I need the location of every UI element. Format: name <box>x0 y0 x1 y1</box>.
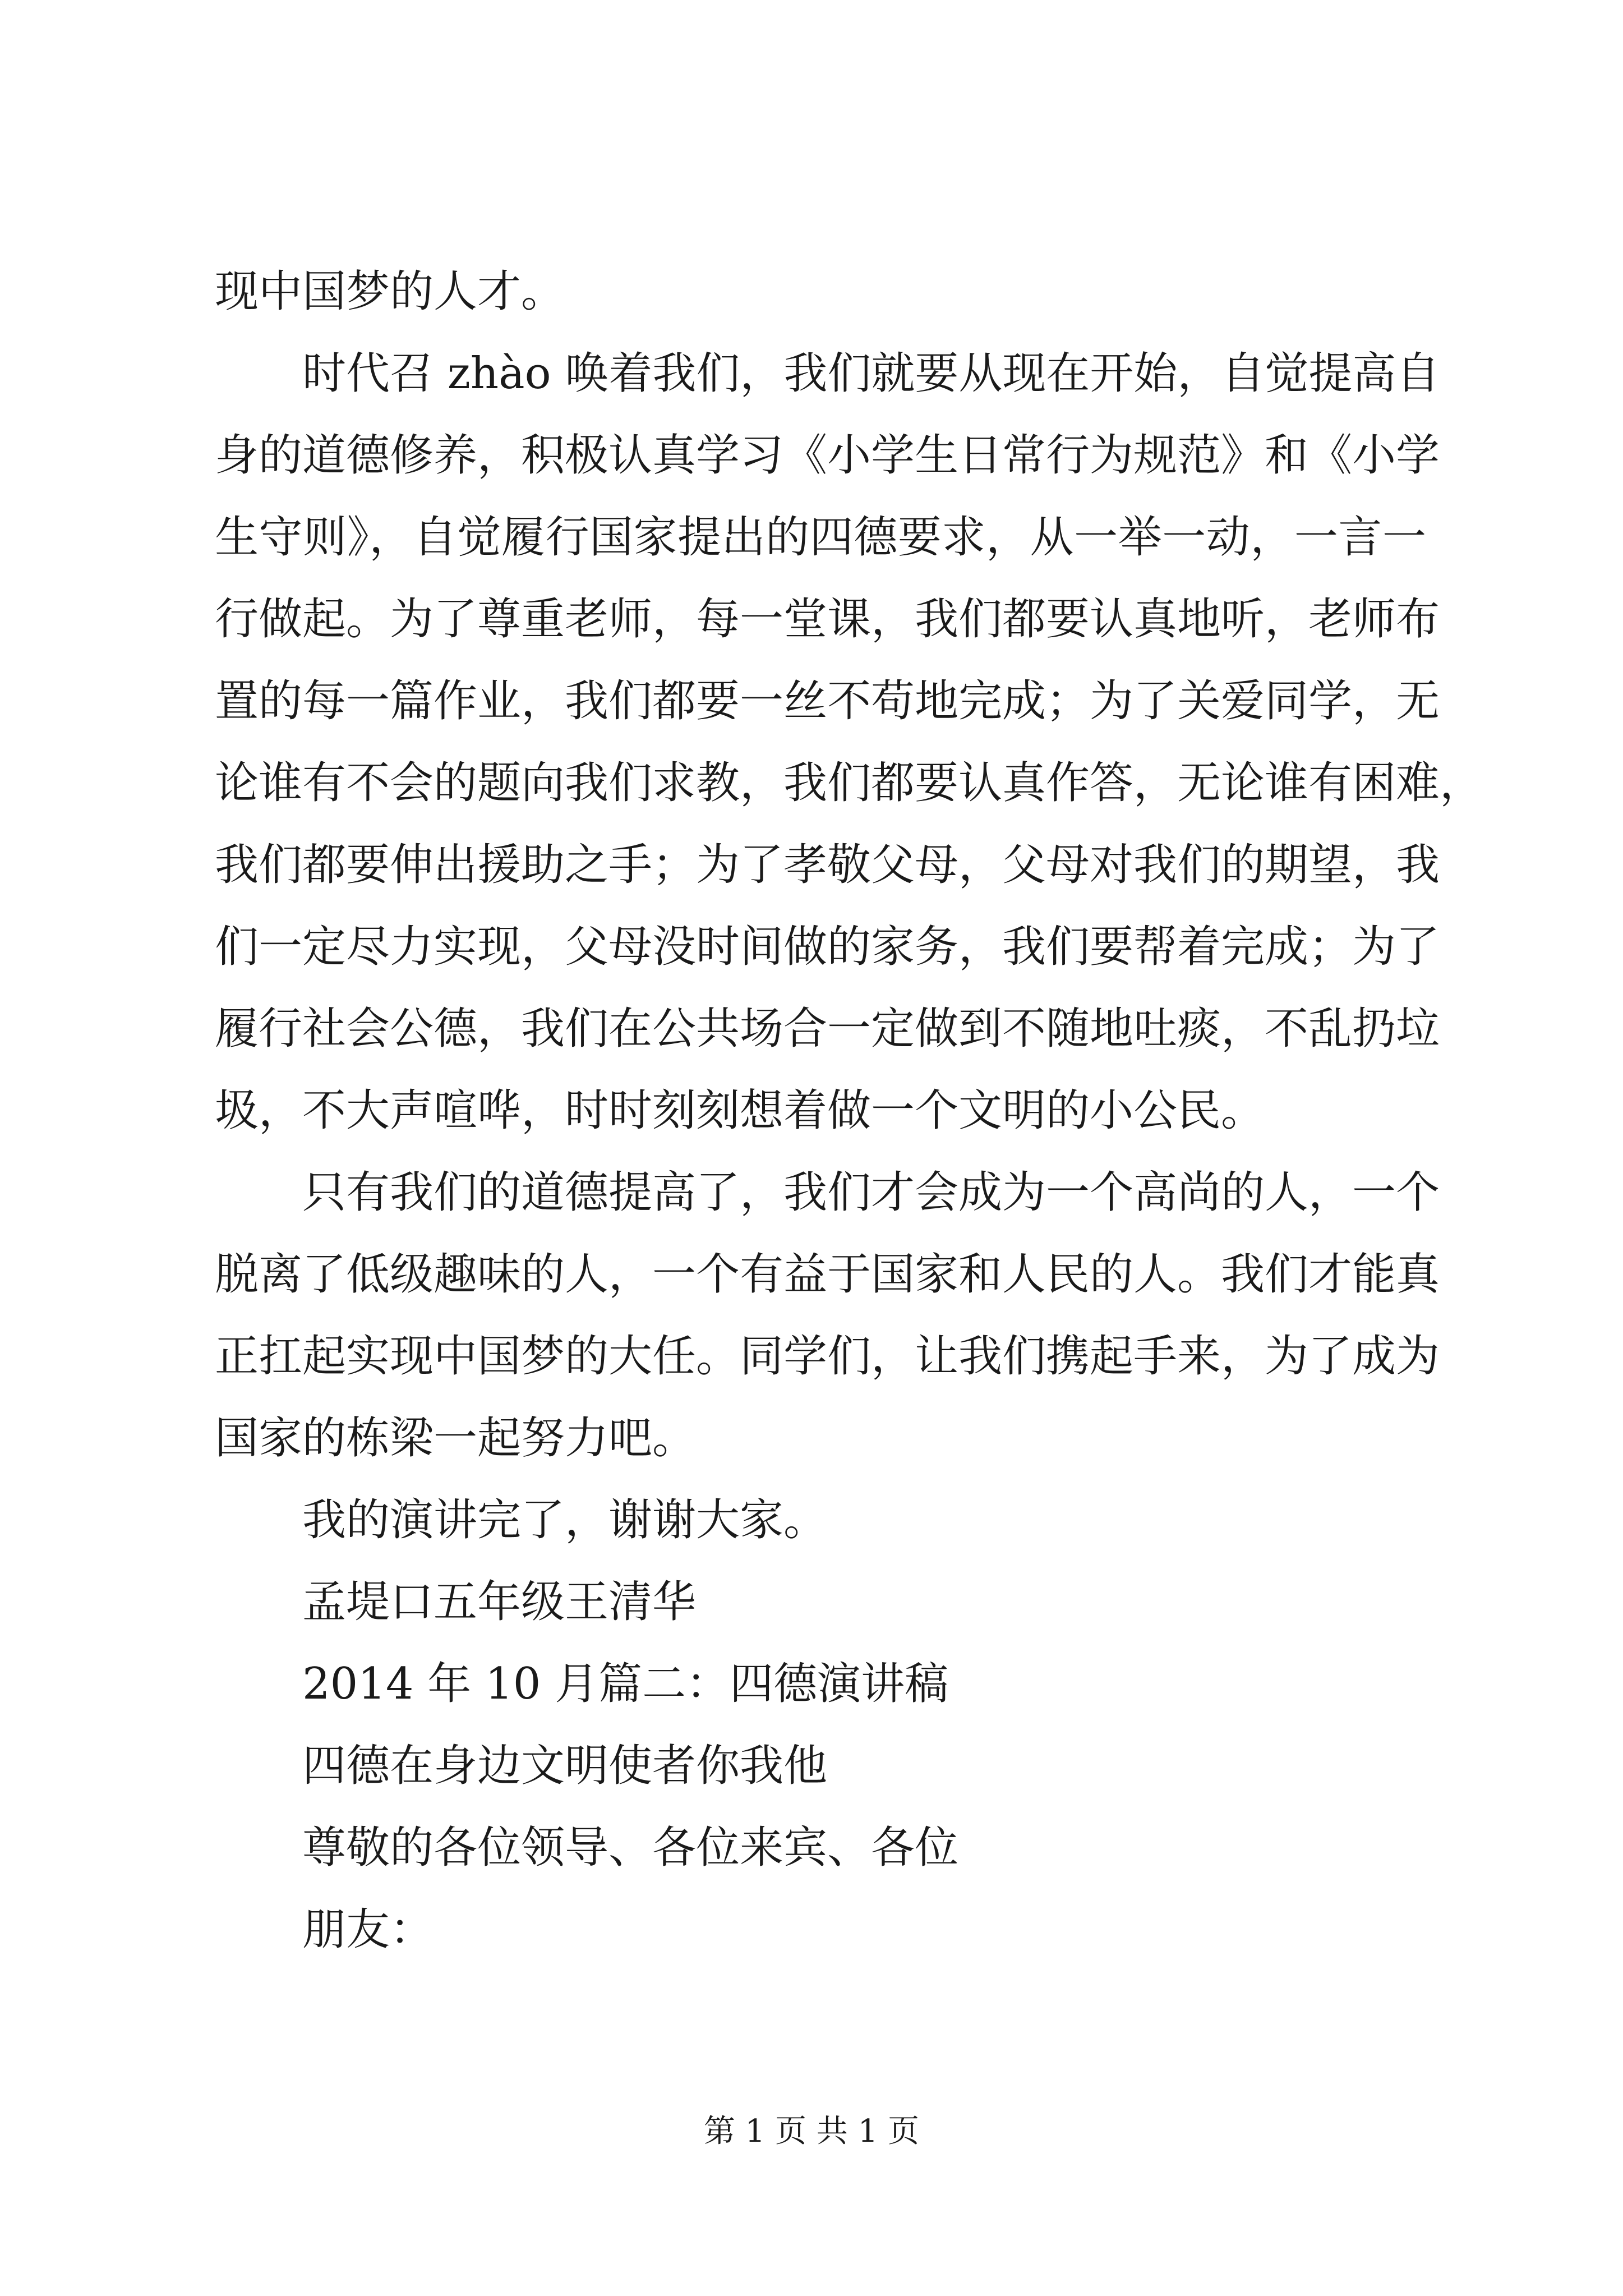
text-line: 国家的栋梁一起努力吧。 <box>215 1413 697 1464</box>
text-line: 置的每一篇作业，我们都要一丝不苟地完成；为了关爱同学，无 <box>215 676 1440 726</box>
text-line: 孟堤口五年级王清华 <box>302 1577 697 1627</box>
text-line: 们一定尽力实现，父母没时间做的家务，我们要帮着完成；为了 <box>215 922 1440 972</box>
text-line: 我们都要伸出援助之手；为了孝敬父母，父母对我们的期望，我 <box>215 840 1440 890</box>
text-line: 行做起。为了尊重老师，每一堂课，我们都要认真地听，老师布 <box>215 594 1440 645</box>
text-line: 圾，不大声喧哗，时时刻刻想着做一个文明的小公民。 <box>215 1085 1265 1136</box>
text-line: 只有我们的道德提高了，我们才会成为一个高尚的人，一个 <box>302 1167 1440 1218</box>
text-line: 现中国梦的人才。 <box>215 266 565 317</box>
text-line: 正扛起实现中国梦的大任。同学们，让我们携起手来，为了成为 <box>215 1331 1440 1382</box>
text-line: 论谁有不会的题向我们求教，我们都要认真作答，无论谁有困难， <box>215 758 1484 808</box>
text-line: 2014 年 10 月篇二：四德演讲稿 <box>302 1659 949 1709</box>
text-line: 四德在身边文明使者你我他 <box>302 1741 828 1791</box>
text-line: 脱离了低级趣味的人，一个有益于国家和人民的人。我们才能真 <box>215 1249 1440 1300</box>
text-line: 生守则》，自觉履行国家提出的四德要求，从一举一动，一言一 <box>215 512 1426 563</box>
text-line: 履行社会公德，我们在公共场合一定做到不随地吐痰，不乱扔垃 <box>215 1004 1440 1054</box>
text-line: 我的演讲完了，谢谢大家。 <box>302 1495 828 1545</box>
page-number-footer: 第 1 页 共 1 页 <box>703 2113 920 2150</box>
text-line: 朋友： <box>302 1904 434 1955</box>
text-line: 时代召 zhào 唤着我们，我们就要从现在开始，自觉提高自 <box>302 348 1440 399</box>
text-line: 尊敬的各位领导、各位来宾、各位 <box>302 1823 959 1873</box>
text-line: 身的道德修养，积极认真学习《小学生日常行为规范》和《小学 <box>215 430 1440 481</box>
